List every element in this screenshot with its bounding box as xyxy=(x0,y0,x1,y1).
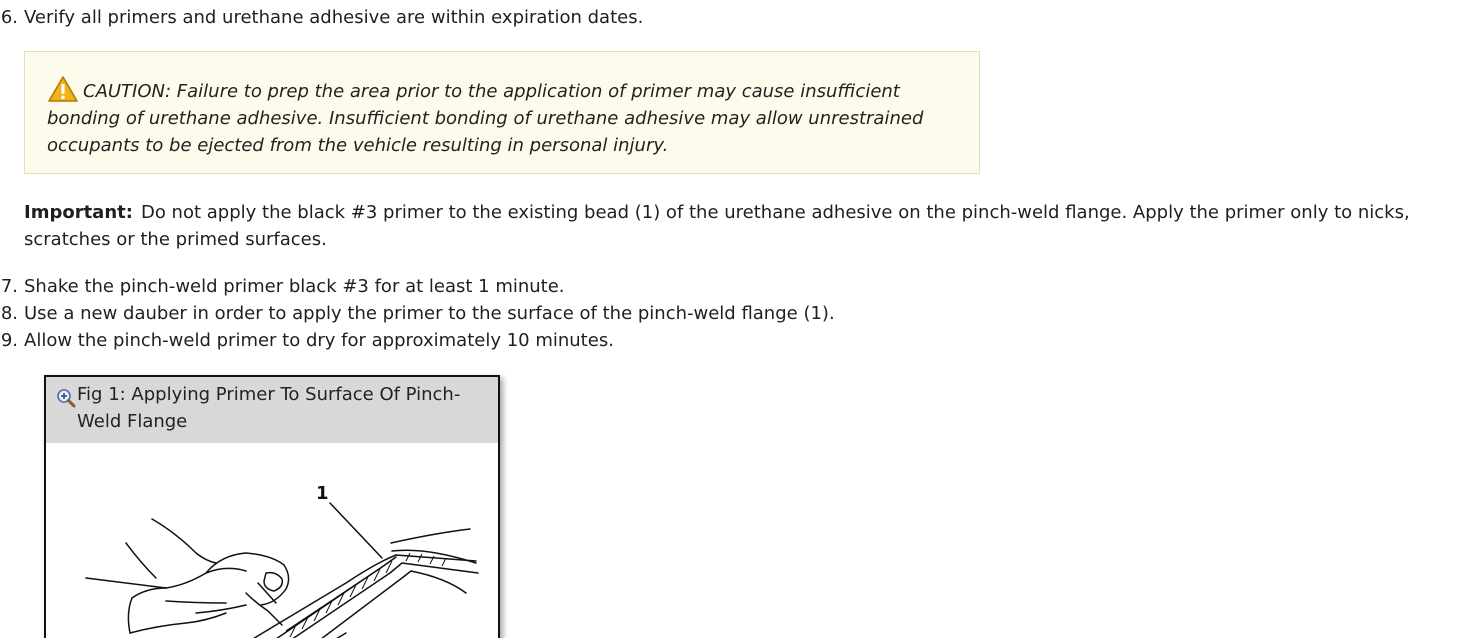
step-text: Verify all primers and urethane adhesive are within expiration dates. xyxy=(24,7,644,28)
caution-text: CAUTION: Failure to prep the area prior to the application of primer may cause insufficient bonding of urethane adhesive. Insufficient bonding of urethane adhesive may allow unrestrained occupants to be ejected from the vehicle resulting in personal injury. xyxy=(47,81,924,156)
step-number: 9. xyxy=(0,330,18,351)
caution-box xyxy=(24,51,980,174)
important-text: Do not apply the black #3 primer to the existing bead (1) of the urethane adhesive on the pinch-weld flange. Apply the primer only to nicks, scratches or the primed surfaces. xyxy=(24,202,1410,250)
step-text: Use a new dauber in order to apply the primer to the surface of the pinch-weld flange (1). xyxy=(24,303,835,324)
figure-caption: Fig 1: Applying Primer To Surface Of Pinch-Weld Flange xyxy=(77,384,461,432)
zoom-in-icon[interactable] xyxy=(56,388,76,408)
primer-illustration xyxy=(46,443,498,638)
important-note xyxy=(24,199,1474,253)
caution-message xyxy=(47,75,967,159)
step-text: Shake the pinch-weld primer black #3 for at least 1 minute. xyxy=(24,276,565,297)
step-text: Allow the pinch-weld primer to dry for approximately 10 minutes. xyxy=(24,330,614,351)
step-number: 6. xyxy=(0,7,18,28)
callout-label: 1 xyxy=(316,483,329,504)
figure-panel xyxy=(44,375,500,638)
important-label: Important: xyxy=(24,202,133,223)
step-number: 8. xyxy=(0,303,18,324)
figure-header xyxy=(46,377,498,443)
step-number: 7. xyxy=(0,276,18,297)
warning-triangle-icon xyxy=(47,75,79,103)
